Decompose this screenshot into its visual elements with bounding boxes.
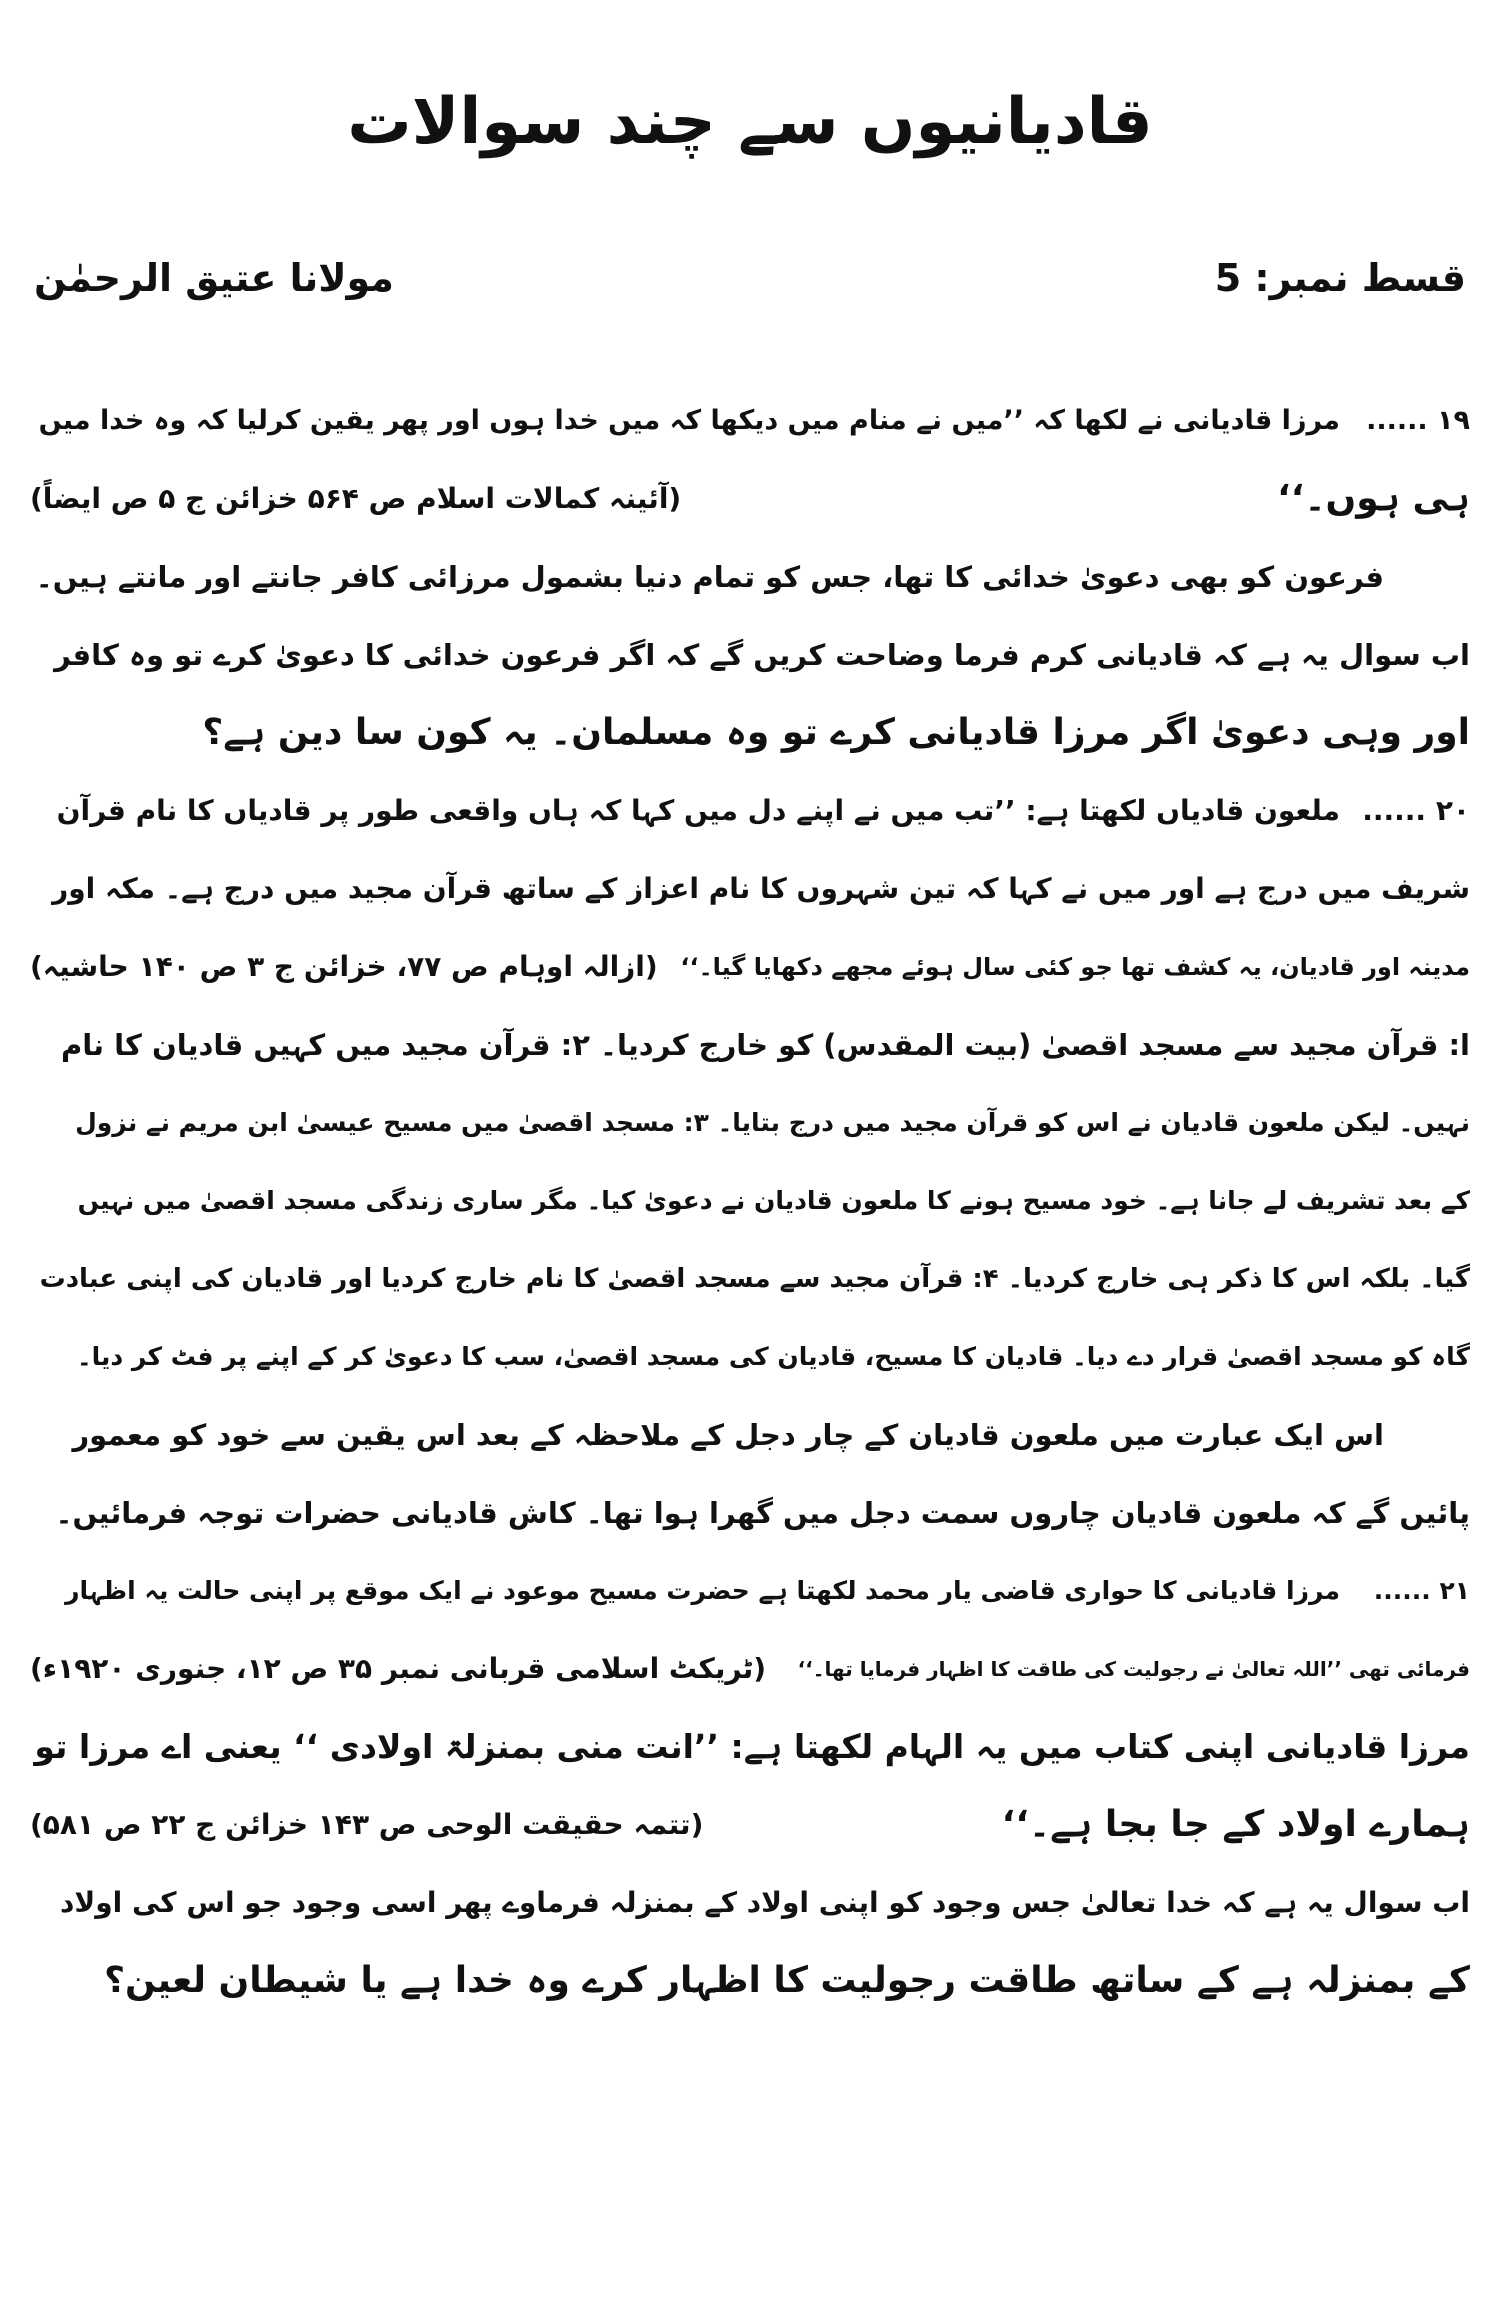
text-line (30, 850, 1470, 928)
text-line (30, 1162, 1470, 1240)
citation: (ازالہ اوہام ص ۷۷، خزائن ج ۳ ص ۱۴۰ حاشیہ) (30, 950, 658, 983)
citation: (آئینہ کمالات اسلام ص ۵۶۴ خزائن ج ۵ ص ایضاً) (30, 482, 682, 515)
citation: (ٹریکٹ اسلامی قربانی نمبر ۳۵ ص ۱۲، جنوری ۱۹۲۰ء) (30, 1652, 767, 1685)
text-line (30, 694, 1470, 772)
text-line (30, 1318, 1470, 1396)
text-line (30, 1786, 1470, 1864)
author-name: مولانا عتیق الرحمٰن (34, 256, 394, 300)
text-line (30, 1396, 1470, 1474)
text-line (30, 928, 1470, 1006)
line-text: ہمارے اولاد کے جا بجا ہے۔‘‘ (1001, 1804, 1470, 1845)
line-text: اور وہی دعویٰ اگر مرزا قادیانی کرے تو وہ مسلمان۔ یہ کون سا دین ہے؟ (202, 712, 1470, 753)
line-text: اب سوال یہ ہے کہ قادیانی کرم فرما وضاحت کریں گے کہ اگر فرعون خدائی کا دعویٰ کرے تو وہ کافر (54, 638, 1470, 672)
text-line (30, 1006, 1470, 1084)
text-line (30, 538, 1470, 616)
line-text: گیا۔ بلکہ اس کا ذکر ہی خارج کردیا۔ ۴: قرآن مجید سے مسجد اقصیٰ کا نام خارج کردیا اور قادیان کی اپنی عبادت (39, 1264, 1470, 1294)
line-text: مرزا قادیانی کا حواری قاضی یار محمد لکھتا ہے حضرت مسیح موعود نے ایک موقع پر اپنی حالت یہ اظہار (65, 1576, 1340, 1605)
line-text: مرزا قادیانی نے لکھا کہ ’’میں نے منام میں دیکھا کہ میں خدا ہوں اور پھر یقین کرلیا کہ وہ خدا میں (38, 405, 1340, 436)
question-number: ۲۰ ...... (1362, 794, 1470, 827)
text-line (30, 1864, 1470, 1942)
text-line (30, 1942, 1470, 2020)
text-line (30, 460, 1470, 538)
text-line (30, 1630, 1470, 1708)
line-text: اس ایک عبارت میں ملعون قادیان کے چار دجل کے ملاحظہ کے بعد اس یقین سے خود کو معمور (72, 1418, 1384, 1452)
meta-row (34, 248, 1466, 308)
question-number: ۱۹ ...... (1366, 405, 1470, 436)
text-line (30, 1552, 1470, 1630)
line-text: شریف میں درج ہے اور میں نے کہا کہ تین شہروں کا نام اعزاز کے ساتھ قرآن مجید میں درج ہے۔ مکہ اور (52, 872, 1470, 905)
page-title: قادیانیوں سے چند سوالات (347, 85, 1153, 159)
text-line (30, 382, 1470, 460)
text-line (30, 1084, 1470, 1162)
text-line (30, 1240, 1470, 1318)
article-body (30, 382, 1470, 2020)
line-text: مدینہ اور قادیان، یہ کشف تھا جو کئی سال ہوئے مجھے دکھایا گیا۔‘‘ (680, 953, 1470, 981)
installment-number: قسط نمبر: 5 (1214, 256, 1466, 300)
line-text: کے بعد تشریف لے جانا ہے۔ خود مسیح ہونے کا ملعون قادیان نے دعویٰ کیا۔ مگر ساری زندگی مسجد اقصیٰ میں نہیں (77, 1186, 1470, 1215)
line-text: فرعون کو بھی دعویٰ خدائی کا تھا، جس کو تمام دنیا بشمول مرزائی کافر جانتے اور مانتے ہیں۔ (35, 560, 1384, 594)
text-line (30, 616, 1470, 694)
line-text: ملعون قادیاں لکھتا ہے: ’’تب میں نے اپنے دل میں کہا کہ ہاں واقعی طور پر قادیاں کا نام قرآن (56, 794, 1340, 827)
line-text: فرمائی تھی ’’اللہ تعالیٰ نے رجولیت کی طاقت کا اظہار فرمایا تھا۔‘‘ (797, 1657, 1470, 1681)
line-text: کے بمنزلہ ہے کے ساتھ طاقت رجولیت کا اظہار کرے وہ خدا ہے یا شیطان لعین؟ (104, 1960, 1470, 2001)
text-line (30, 1708, 1470, 1786)
text-line (30, 772, 1470, 850)
line-text: گاہ کو مسجد اقصیٰ قرار دے دیا۔ قادیان کا مسیح، قادیان کی مسجد اقصیٰ، سب کا دعویٰ کر کے اپنے پر فٹ کر دیا۔ (76, 1342, 1470, 1371)
line-text: ہی ہوں۔‘‘ (1277, 478, 1470, 519)
line-text: ا: قرآن مجید سے مسجد اقصیٰ (بیت المقدس) کو خارج کردیا۔ ۲: قرآن مجید میں کہیں قادیان کا نام (61, 1028, 1470, 1062)
line-text: نہیں۔ لیکن ملعون قادیان نے اس کو قرآن مجید میں درج بتایا۔ ۳: مسجد اقصیٰ میں مسیح عیسیٰ ابن مریم نے نزول (75, 1108, 1470, 1137)
text-line (30, 1474, 1470, 1552)
line-text: اب سوال یہ ہے کہ خدا تعالیٰ جس وجود کو اپنی اولاد کے بمنزلہ فرماوے پھر اسی وجود جو اس کی اولاد (59, 1886, 1470, 1919)
line-text: مرزا قادیانی اپنی کتاب میں یہ الہام لکھتا ہے: ’’انت منی بمنزلۃ اولادی ‘‘ یعنی اے مرزا تو (34, 1727, 1470, 1766)
question-number: ۲۱ ...... (1373, 1576, 1470, 1605)
citation: (تتمہ حقیقت الوحی ص ۱۴۳ خزائن ج ۲۲ ص ۵۸۱) (30, 1808, 704, 1841)
line-text: پائیں گے کہ ملعون قادیان چاروں سمت دجل میں گھرا ہوا تھا۔ کاش قادیانی حضرات توجہ فرمائیں۔ (55, 1496, 1470, 1530)
